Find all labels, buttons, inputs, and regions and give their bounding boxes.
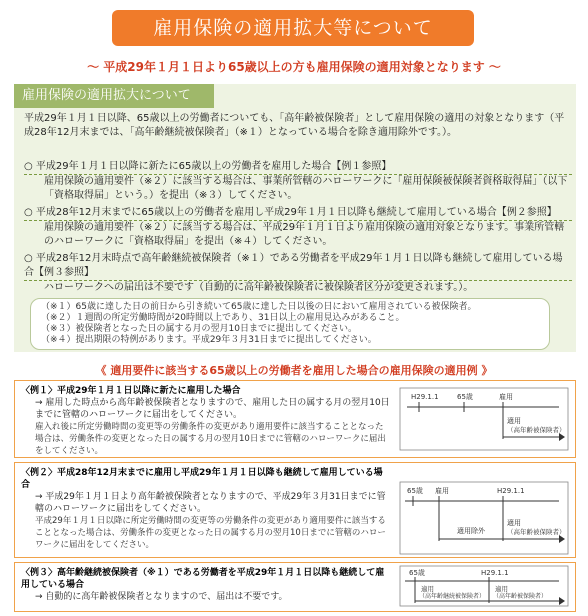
label-employ: 雇用 (499, 393, 513, 401)
item-head: ○ 平成28年12月末までに65歳以上の労働者を雇用し平成29年１月１日以降も継続して雇用している場合【例２参照】 (24, 206, 572, 221)
example-body: → 平成29年１月１日より高年齢被保険者となりますので、平成29年３月31日までに管轄のハローワークに届出をしてください。 (35, 492, 386, 514)
item-head: ○ 平成28年12月末時点で高年齢継続被保険者（※１）である労働者を平成29年１月１日以降も継続して雇用している場合【例３参照】 (24, 252, 572, 281)
list-item (24, 160, 572, 203)
box-label: 適用 (507, 519, 521, 527)
timeline-diagram (399, 565, 569, 607)
example-head: 〈例３〉高年齢継続被保険者（※１）である労働者を平成29年１月１日以降も継続して雇用している場合 (21, 568, 385, 590)
label-65: 65歳 (407, 487, 423, 495)
intro-text: 平成29年１月１日以降、65歳以上の労働者についても、「高年齢被保険者」として雇用保険の適用の対象となります（平成28年12月末までは、「高年齢継続被保険者」（※１）となっている場合を除き適用除外です。）。 (24, 113, 565, 138)
list-item (24, 252, 572, 295)
timeline-diagram (399, 387, 569, 451)
box-label: 適用 (495, 585, 508, 593)
note: （※３）被保険者となった日の属する月の翌月10日までに提出してください。 (41, 324, 357, 334)
note: （※２）１週間の所定労働時間が20時間以上であり、31日以上の雇用見込みがあること。 (41, 313, 405, 323)
box-label: 適用 (507, 417, 521, 425)
label-employ: 雇用 (435, 487, 449, 495)
note: （※４）提出期限の特例があります。平成29年３月31日までに提出してください。 (41, 335, 377, 345)
example-1 (14, 380, 576, 458)
example-note: 平成29年１月１日以降に所定労働時間の変更等の労働条件の変更があり適用要件に該当することとなった場合は、労働条件の変更となった日の属する月の翌月10日までに管轄のハローワークに届出をしてください。 (35, 516, 386, 550)
timeline-diagram (399, 481, 569, 557)
page-title: 雇用保険の適用拡大等について (112, 10, 474, 46)
label-65: 65歳 (457, 393, 473, 401)
box-label: 適用 (421, 585, 434, 593)
box-label: （高年齢被保険者） (493, 593, 548, 600)
item-head: ○ 平成29年１月１日以降に新たに65歳以上の労働者を雇用した場合【例１参照】 (24, 160, 572, 175)
example-body: → 自動的に高年齢被保険者となりますので、届出は不要です。 (35, 592, 288, 602)
label-h29: H29.1.1 (481, 569, 509, 577)
example-head: 〈例２〉平成28年12月末までに雇用し平成29年１月１日以降も継続して雇用している場合 (21, 468, 383, 490)
examples-title: 《 適用要件に該当する65歳以上の労働者を雇用した場合の雇用保険の適用例 》 (95, 364, 493, 377)
label-h29: H29.1.1 (411, 393, 439, 401)
box-label: （高年齢被保険者） (507, 426, 566, 434)
item-body: 雇用保険の適用要件（※２）に該当する場合は、平成29年１月１日より雇用保険の適用対象となります。事業所管轄のハローワークに「資格取得届」を提出（※４）してください。 (44, 222, 565, 247)
list-item (24, 206, 572, 249)
notes-box (30, 298, 550, 350)
note: （※１）65歳に達した日の前日から引き続いて65歳に達した日以後の日において雇用されている被保険者。 (41, 302, 477, 312)
subtitle: ～ 平成29年１月１日より65歳以上の方も雇用保険の適用対象となります ～ (87, 60, 501, 74)
item-body: 雇用保険の適用要件（※２）に該当する場合は、事業所管轄のハローワークに「雇用保険被保険者資格取得届」（以下「資格取得届」という。）を提出（※３）してください。 (44, 176, 568, 201)
item-body: ハローワークへの届出は不要です（自動的に高年齢被保険者に被保険者区分が変更されます。）。 (44, 282, 474, 293)
item-list (24, 160, 572, 298)
example-note: 雇入れ後に所定労働時間の変更等の労働条件の変更があり適用要件に該当することとなった場合は、労働条件の変更となった日の属する月の翌月10日までに管轄のハローワークに届出をしてください。 (35, 422, 386, 456)
box-label: （高年齢継続被保険者） (419, 593, 486, 600)
section-heading: 雇用保険の適用拡大について (14, 84, 214, 108)
label-h29: H29.1.1 (497, 487, 525, 495)
excluded-label: 適用除外 (457, 527, 485, 535)
label-65: 65歳 (409, 569, 425, 577)
example-head: 〈例１〉平成29年１月１日以降に新たに雇用した場合 (21, 386, 241, 396)
example-body: → 雇用した時点から高年齢被保険者となりますので、雇用した日の属する月の翌月10日までに管轄のハローワークに届出をしてください。 (35, 398, 390, 420)
example-3 (14, 562, 576, 612)
box-label: （高年齢被保険者） (507, 528, 566, 536)
example-2 (14, 462, 576, 558)
